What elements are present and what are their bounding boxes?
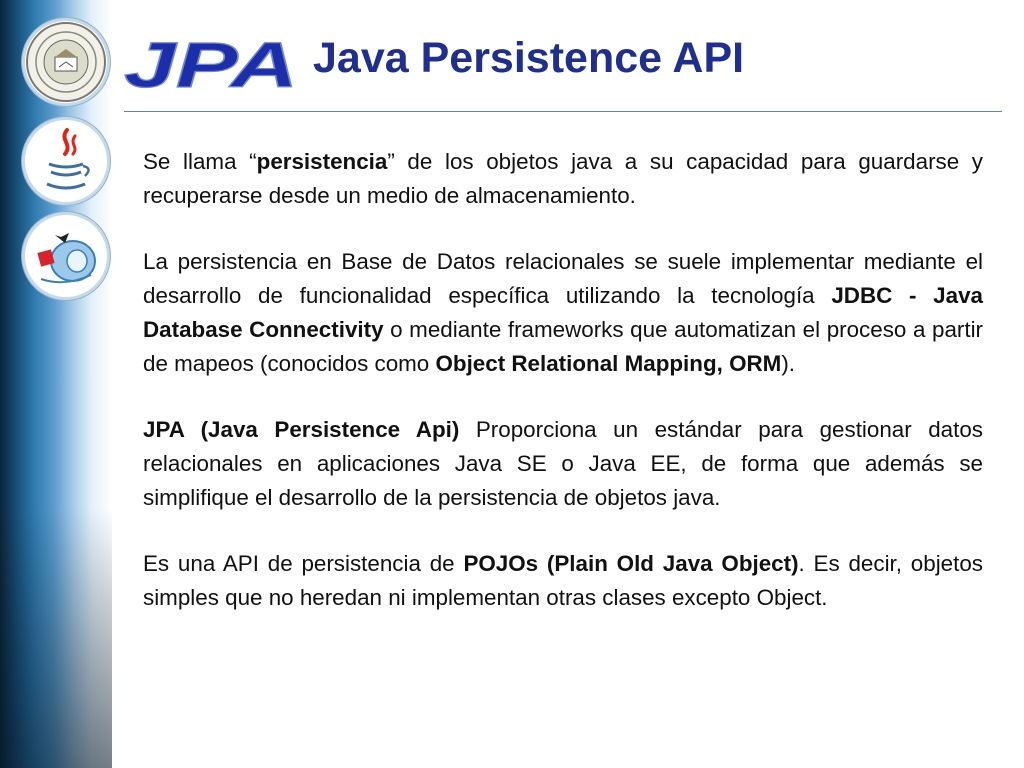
paragraph-text: Se llama “ <box>143 149 257 174</box>
bold-term: JPA (Java Persistence Api) <box>143 417 460 442</box>
jpa-mascot-icon <box>25 215 107 297</box>
paragraph-text: La persistencia en Base de Datos relacionales se suele implementar mediante el desarrollo de funcionalidad específica utilizando la tecnología <box>143 249 983 308</box>
university-seal-icon <box>25 21 107 103</box>
bold-term: POJOs (Plain Old Java Object) <box>463 551 799 576</box>
paragraph-text: o mediante frameworks que automatizan el proceso a partir de mapeos (conocidos como <box>143 317 984 376</box>
bold-term: JDBC - Java Database Connectivity <box>143 283 983 342</box>
paragraph-pojos <box>143 547 983 615</box>
paragraph-persistencia <box>143 145 983 213</box>
paragraph-text: ). <box>781 351 796 376</box>
java-coffee-cup-icon <box>25 120 107 202</box>
paragraph-text: . Es decir, objetos simples que no heredan ni implementan otras clases excepto Object. <box>143 551 983 610</box>
slide-body <box>143 145 983 647</box>
slide-title: Java Persistence API <box>313 34 745 82</box>
paragraph-text: ” de los objetos java a su capacidad para guardarse y recuperarse desde un medio de almacenamiento. <box>143 149 984 208</box>
jpa-logo <box>124 35 302 97</box>
sidebar-gradient <box>0 0 112 768</box>
bold-term: Object Relational Mapping, ORM <box>435 351 782 376</box>
jpa-logo-text: JPA <box>124 35 298 97</box>
paragraph-text: Es una API de persistencia de <box>143 551 464 576</box>
paragraph-jpa <box>143 413 983 515</box>
paragraph-text: Proporciona un estándar para gestionar datos relacionales en aplicaciones Java SE o Java EE, de forma que además se simplifique el desarrollo de la persistencia de objetos java. <box>143 417 984 510</box>
title-divider <box>124 111 1002 112</box>
paragraph-jdbc <box>143 245 983 381</box>
bold-term: persistencia <box>256 149 388 174</box>
